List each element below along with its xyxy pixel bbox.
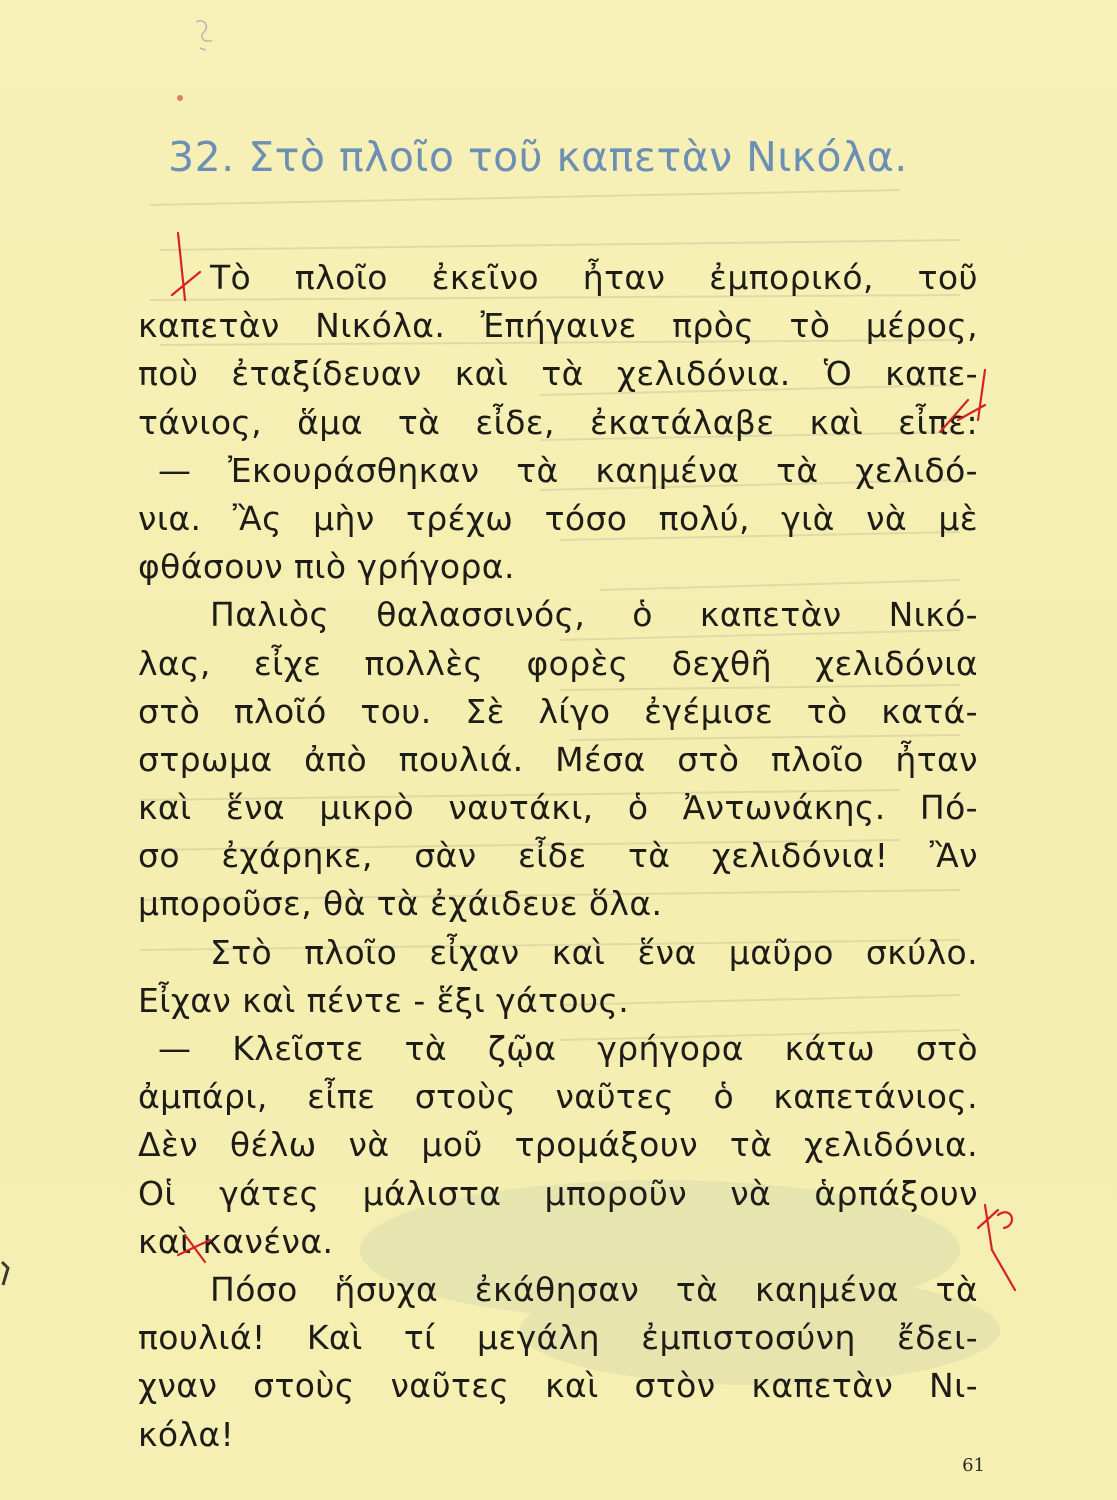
text-line: Δὲν θέλω νὰ μοῦ τρομάξουν τὰ χελιδόνια. (138, 1125, 978, 1165)
text-line: Παλιὸς θαλασσινός, ὁ καπετὰν Νικό- (210, 595, 978, 635)
text-line: καπετὰν Νικόλα. Ἐπήγαινε πρὸς τὸ μέρος, (138, 306, 978, 346)
text-line: καὶ ἕνα μικρὸ ναυτάκι, ὁ Ἀντωνάκης. Πό- (138, 788, 978, 828)
text-line: — Κλεῖστε τὰ ζῷα γρήγορα κάτω στὸ (158, 1029, 978, 1068)
text-line: Τὸ πλοῖο ἐκεῖνο ἦταν ἐμπορικό, τοῦ (210, 258, 978, 297)
margin-edge-mark (2, 1262, 8, 1285)
text-line: σο ἐχάρηκε, σὰν εἶδε τὰ χελιδόνια! Ἂν (138, 836, 978, 876)
text-line: μποροῦσε, θὰ τὰ ἐχάιδευε ὅλα. (138, 884, 663, 924)
text-line: ποὺ ἐταξίδευαν καὶ τὰ χελιδόνια. Ὁ καπε- (138, 354, 978, 394)
text-line: Εἶχαν καὶ πέντε - ἕξι γάτους. (138, 980, 630, 1020)
page-title: 32. Στὸ πλοῖο τοῦ καπετὰν Νικόλα. (168, 133, 908, 181)
pen-mark-line-end (985, 1205, 992, 1250)
text-line: — Ἐκουράσθηκαν τὰ καημένα τὰ χελιδό- (158, 450, 978, 490)
text-line: στὸ πλοῖό του. Σὲ λίγο ἐγέμισε τὸ κατά- (138, 691, 978, 731)
text-line: στρωμα ἀπὸ πουλιά. Μέσα στὸ πλοῖο ἦταν (138, 739, 978, 779)
corner-ink-dot (177, 95, 183, 101)
text-line: νια. Ἂς μὴν τρέχω τόσο πολύ, γιὰ νὰ μὲ (138, 498, 978, 538)
text-line: ἀμπάρι, εἶπε στοὺς ναῦτες ὁ καπετάνιος. (138, 1077, 978, 1117)
page-number: 61 (962, 1455, 985, 1476)
text-line: χναν στοὺς ναῦτες καὶ στὸν καπετὰν Νι- (138, 1366, 978, 1406)
text-line: Οἱ γάτες μάλιστα μποροῦν νὰ ἁρπάξουν (138, 1173, 978, 1213)
pen-mark-line-break (978, 370, 985, 420)
text-line: τάνιος, ἅμα τὰ εἶδε, ἐκατάλαβε καὶ εἶπε: (138, 402, 978, 442)
text-line: καὶ κανένα. (138, 1221, 334, 1261)
text-line: κόλα! (138, 1414, 235, 1454)
pen-mark-line-end (998, 1212, 1012, 1228)
body-text (138, 254, 978, 1459)
text-line: Πόσο ἥσυχα ἐκάθησαν τὰ καημένα τὰ (210, 1269, 978, 1309)
pen-mark-line-end (978, 1210, 998, 1228)
text-line: λας, εἶχε πολλὲς φορὲς δεχθῆ χελιδόνια (138, 643, 978, 683)
text-line: πουλιά! Καὶ τί μεγάλη ἐμπιστοσύνη ἔδει- (138, 1318, 978, 1358)
text-line: Στὸ πλοῖο εἶχαν καὶ ἕνα μαῦρο σκύλο. (210, 932, 978, 972)
pen-mark-line-end (992, 1250, 1015, 1290)
corner-pencil-scribble (196, 21, 212, 50)
text-line: φθάσουν πιὸ γρήγορα. (138, 547, 515, 587)
